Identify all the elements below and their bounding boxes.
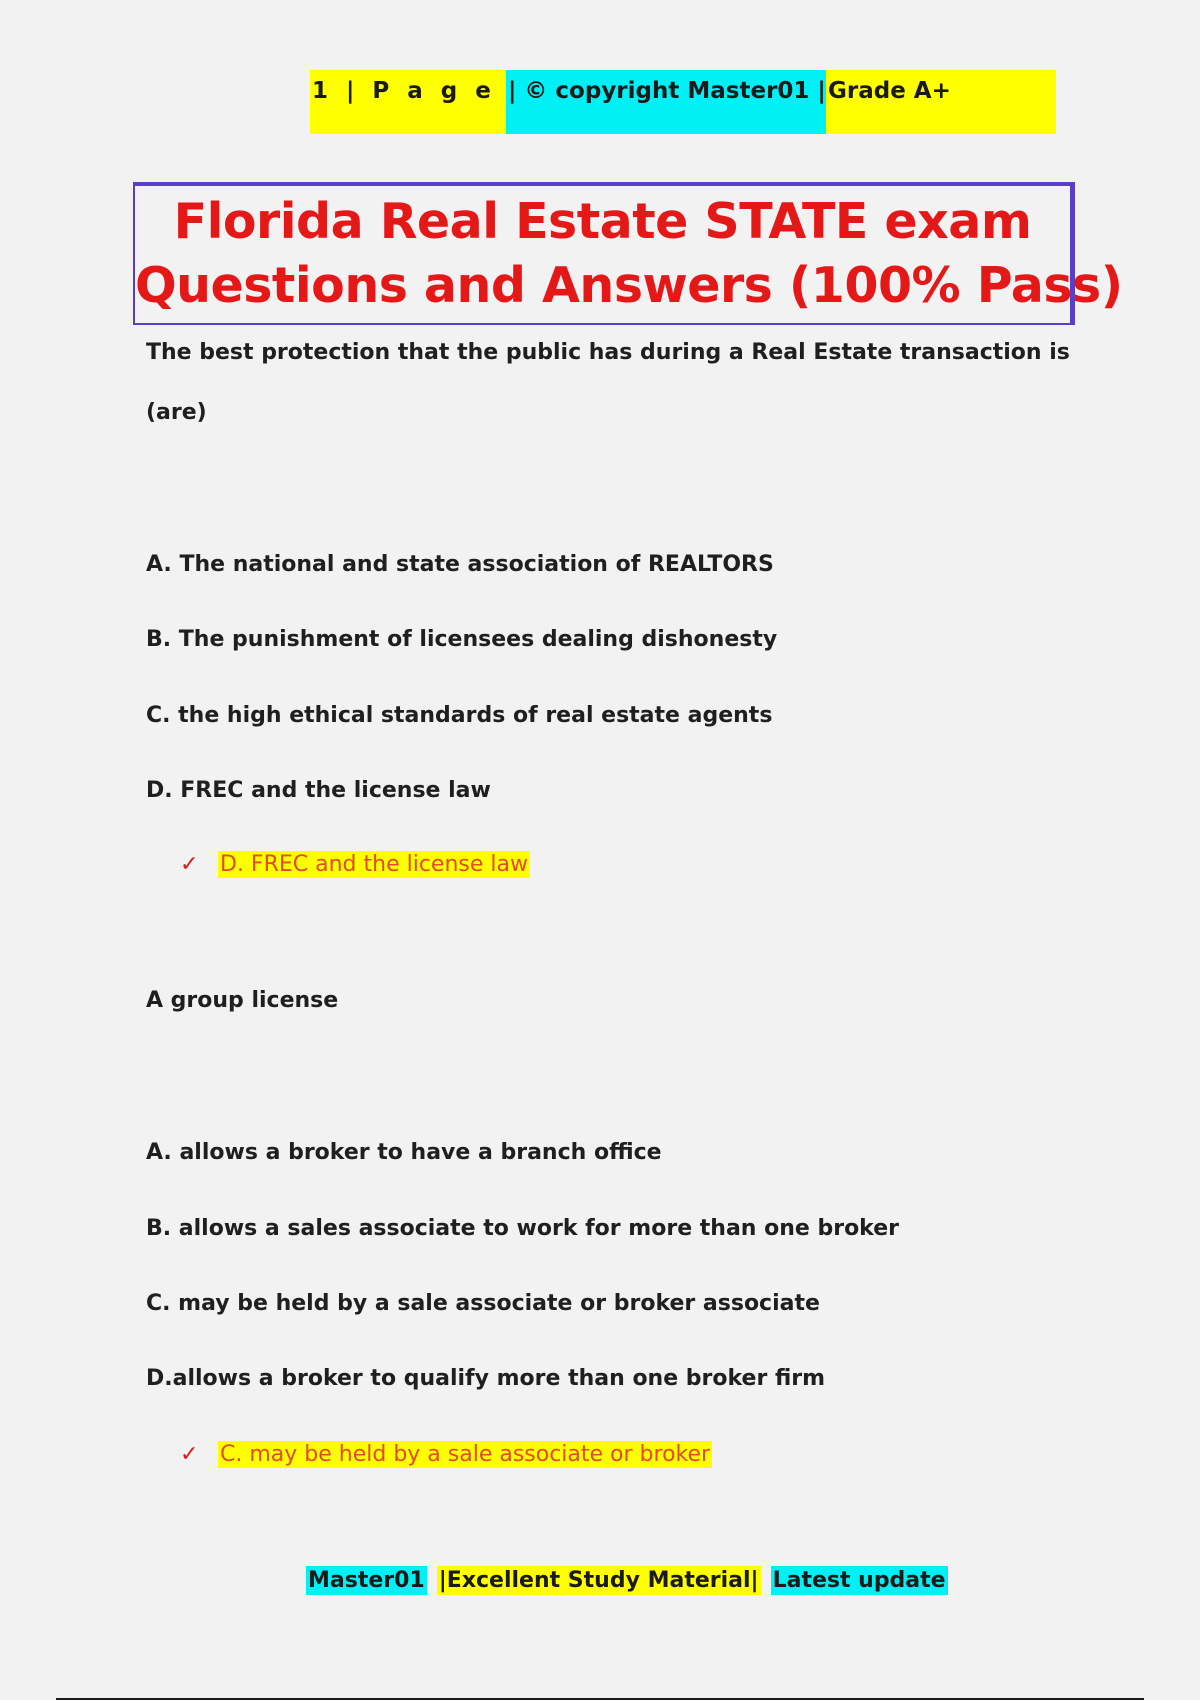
question-2-answer-text: C. may be held by a sale associate or broker (220, 1442, 711, 1467)
document-title-box (133, 182, 1123, 325)
question-2-answer (180, 1441, 712, 1468)
grade-label: Grade A+ (826, 70, 1056, 134)
document-title-line-1: Florida Real Estate STATE exam (173, 193, 1032, 250)
footer-brand: Master01 (308, 1568, 425, 1593)
footer-update: Latest update (772, 1568, 946, 1593)
question-2-option-c: C. may be held by a sale associate or broker associate (146, 1291, 820, 1316)
question-1-option-b: B. The punishment of licensees dealing dishonesty (146, 627, 778, 652)
question-2-option-b: B. allows a sales associate to work for more than one broker (146, 1216, 899, 1241)
question-1-option-c: C. the high ethical standards of real estate agents (146, 703, 773, 728)
question-1-prompt-line-1: The best protection that the public has during a Real Estate transaction is (146, 340, 1070, 365)
page-header (310, 70, 1056, 134)
page-footer (306, 1566, 948, 1595)
question-1-option-d: D. FREC and the license law (146, 778, 491, 803)
page-number-label (310, 70, 506, 134)
question-1-option-a: A. The national and state association of REALTORS (146, 552, 774, 577)
footer-tagline: |Excellent Study Material| (438, 1568, 759, 1593)
document-title-line-2: Questions and Answers (100% Pass) (135, 257, 1123, 314)
question-2-option-a: A. allows a broker to have a branch office (146, 1140, 662, 1165)
question-2-prompt: A group license (146, 988, 339, 1013)
question-1-prompt-line-2: (are) (146, 400, 207, 425)
page-number-text: 1 | P a g e (312, 78, 496, 104)
checkmark-icon: ✓ (180, 1442, 199, 1467)
question-1-answer (180, 851, 530, 878)
question-1-answer-text: D. FREC and the license law (220, 852, 528, 877)
checkmark-icon: ✓ (180, 852, 199, 877)
question-2-option-d: D.allows a broker to qualify more than one broker firm (146, 1366, 826, 1391)
copyright-label: | © copyright Master01 | (506, 70, 826, 134)
